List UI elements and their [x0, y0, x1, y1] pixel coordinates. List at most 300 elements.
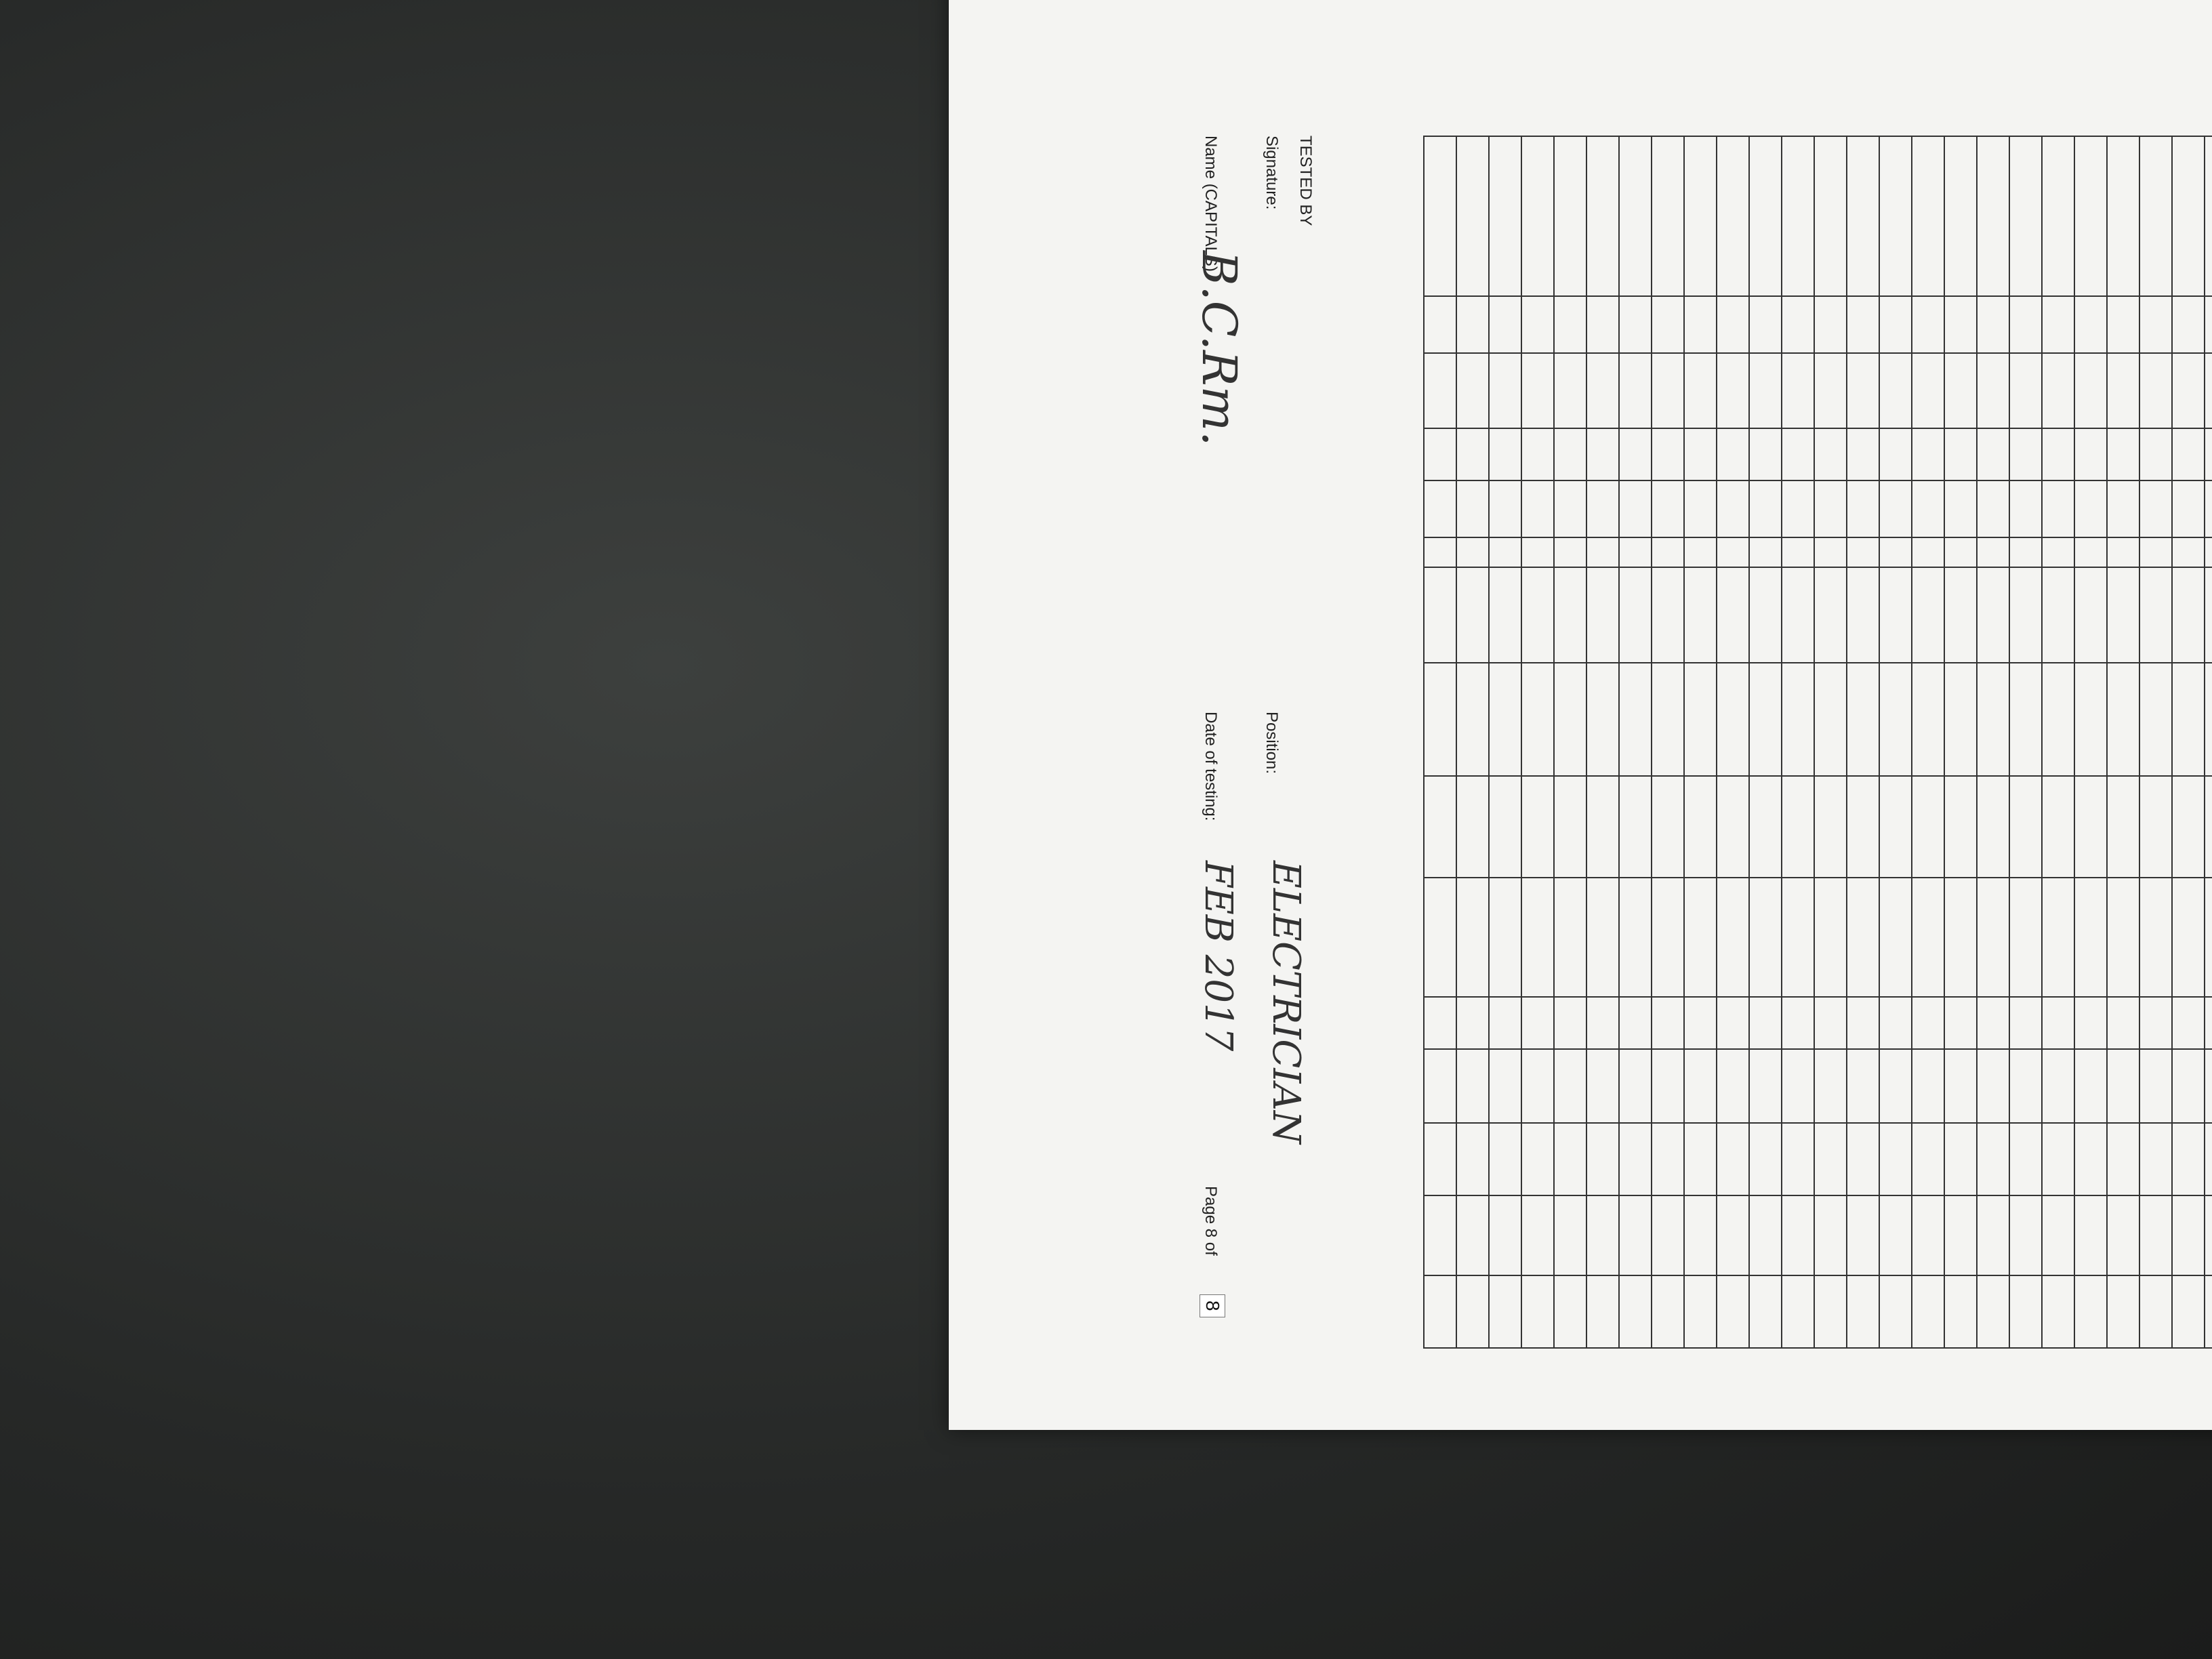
table-cell: [1586, 567, 1619, 662]
table-cell: [2205, 878, 2212, 998]
table-cell: [1847, 1123, 1879, 1195]
table-cell: [2009, 537, 2042, 567]
table-cell: [2172, 1049, 2205, 1123]
table-cell: [1456, 776, 1489, 878]
table-cell: [1912, 878, 1944, 998]
table-cell: [2139, 663, 2172, 776]
table-cell: [1586, 296, 1619, 353]
table-cell: [2009, 1195, 2042, 1275]
table-cell: [1521, 353, 1554, 428]
table-cell: [1977, 296, 2009, 353]
table-cell: [2172, 776, 2205, 878]
table-cell: [1424, 1195, 1456, 1275]
table-cell: [1652, 537, 1684, 567]
table-cell: [1944, 776, 1977, 878]
table-cell: [1782, 878, 1814, 998]
empty-table-row: [2107, 136, 2139, 1348]
table-cell: [1782, 480, 1814, 537]
table-cell: [2172, 428, 2205, 481]
table-cell: [1554, 878, 1586, 998]
table-cell: [1782, 997, 1814, 1049]
table-cell: [2172, 1275, 2205, 1348]
table-cell: [1619, 878, 1652, 998]
table-cell: [2172, 1123, 2205, 1195]
table-cell: [1717, 878, 1749, 998]
table-cell: [1847, 878, 1879, 998]
table-cell: [1879, 776, 1912, 878]
table-cell: [1814, 136, 1847, 296]
table-cell: [1684, 1123, 1717, 1195]
table-cell: [2172, 296, 2205, 353]
table-cell: [1749, 296, 1782, 353]
table-cell: [1847, 537, 1879, 567]
table-cell: [1749, 1123, 1782, 1195]
table-cell: [1879, 878, 1912, 998]
table-cell: [1554, 1195, 1586, 1275]
table-cell: [1456, 428, 1489, 481]
table-cell: [1879, 997, 1912, 1049]
table-cell: [2009, 353, 2042, 428]
table-cell: [1977, 663, 2009, 776]
table-cell: [1554, 567, 1586, 662]
table-cell: [2139, 296, 2172, 353]
table-cell: [2074, 1195, 2107, 1275]
table-cell: [1684, 776, 1717, 878]
table-cell: [1847, 1275, 1879, 1348]
table-cell: [1879, 296, 1912, 353]
table-cell: [1977, 353, 2009, 428]
table-cell: [2042, 663, 2074, 776]
table-cell: [1586, 1123, 1619, 1195]
table-cell: [1456, 1195, 1489, 1275]
table-cell: [2107, 480, 2139, 537]
table-cell: [1879, 1123, 1912, 1195]
table-cell: [1749, 480, 1782, 537]
table-cell: [2042, 1123, 2074, 1195]
table-cell: [1684, 480, 1717, 537]
table-cell: [1684, 136, 1717, 296]
table-cell: [1554, 537, 1586, 567]
table-cell: [1814, 353, 1847, 428]
empty-table-row: [1456, 136, 1489, 1348]
empty-table-row: [1879, 136, 1912, 1348]
table-cell: [1489, 1195, 1521, 1275]
table-cell: [2139, 537, 2172, 567]
table-cell: [1879, 353, 1912, 428]
table-cell: [1424, 878, 1456, 998]
table-cell: [1554, 428, 1586, 481]
table-cell: [2205, 537, 2212, 567]
table-cell: [2139, 776, 2172, 878]
empty-table-row: [1684, 136, 1717, 1348]
table-cell: [1489, 878, 1521, 998]
table-cell: [2172, 567, 2205, 662]
table-cell: [1782, 776, 1814, 878]
table-cell: [1977, 480, 2009, 537]
table-cell: [1521, 663, 1554, 776]
table-cell: [1879, 136, 1912, 296]
table-cell: [1782, 353, 1814, 428]
table-cell: [1717, 567, 1749, 662]
table-cell: [2172, 353, 2205, 428]
table-cell: [2107, 296, 2139, 353]
table-cell: [1944, 878, 1977, 998]
table-cell: [1489, 567, 1521, 662]
table-cell: [1912, 1275, 1944, 1348]
table-cell: [1619, 296, 1652, 353]
table-cell: [1814, 567, 1847, 662]
table-cell: [1684, 997, 1717, 1049]
table-cell: [1977, 537, 2009, 567]
table-cell: [1619, 136, 1652, 296]
position-label: Position:: [1263, 712, 1281, 775]
table-cell: [1652, 428, 1684, 481]
table-cell: [2107, 878, 2139, 998]
table-cell: [2009, 663, 2042, 776]
table-cell: [2172, 537, 2205, 567]
table-cell: [1456, 878, 1489, 998]
table-cell: [2009, 1049, 2042, 1123]
table-cell: [1554, 136, 1586, 296]
table-cell: [2074, 1049, 2107, 1123]
page-label: Page 8 of: [1202, 1186, 1220, 1256]
table-cell: [1489, 537, 1521, 567]
table-cell: [2042, 1275, 2074, 1348]
table-cell: [1424, 353, 1456, 428]
table-cell: [1652, 1195, 1684, 1275]
table-cell: [1424, 537, 1456, 567]
table-cell: [2009, 296, 2042, 353]
table-cell: [2074, 428, 2107, 481]
table-cell: [2172, 480, 2205, 537]
table-cell: [2107, 663, 2139, 776]
table-cell: [2139, 480, 2172, 537]
table-cell: [1684, 567, 1717, 662]
table-cell: [2139, 567, 2172, 662]
table-cell: [1619, 1195, 1652, 1275]
table-cell: [1879, 1275, 1912, 1348]
test-results-table: [1423, 136, 2212, 1349]
table-cell: [1717, 997, 1749, 1049]
table-cell: [1424, 1275, 1456, 1348]
signature-label: Signature:: [1263, 136, 1281, 210]
table-cell: [2172, 997, 2205, 1049]
table-cell: [1847, 1195, 1879, 1275]
table-cell: [1749, 776, 1782, 878]
empty-table-row: [2139, 136, 2172, 1348]
tested-by-label: TESTED BY: [1296, 136, 1315, 226]
table-cell: [2107, 1049, 2139, 1123]
table-cell: [1944, 296, 1977, 353]
table-cell: [1586, 1275, 1619, 1348]
table-cell: [1456, 480, 1489, 537]
table-cell: [1619, 480, 1652, 537]
table-cell: [1782, 296, 1814, 353]
table-cell: [1847, 353, 1879, 428]
table-cell: [1912, 1123, 1944, 1195]
table-cell: [1619, 663, 1652, 776]
empty-table-row: [1977, 136, 2009, 1348]
table-cell: [1619, 428, 1652, 481]
empty-table-row: [1424, 136, 1456, 1348]
table-cell: [2172, 663, 2205, 776]
empty-table-row: [2009, 136, 2042, 1348]
table-cell: [1749, 428, 1782, 481]
table-cell: [1814, 776, 1847, 878]
empty-table-row: [1489, 136, 1521, 1348]
empty-table-row: [2042, 136, 2074, 1348]
table-cell: [1847, 136, 1879, 296]
table-cell: [1619, 1049, 1652, 1123]
table-cell: [1847, 428, 1879, 481]
table-cell: [2172, 1195, 2205, 1275]
table-cell: [1814, 1123, 1847, 1195]
table-cell: [2205, 1275, 2212, 1348]
table-cell: [2107, 567, 2139, 662]
table-cell: [1814, 1275, 1847, 1348]
empty-table-row: [1782, 136, 1814, 1348]
table-cell: [1717, 296, 1749, 353]
table-cell: [1717, 1049, 1749, 1123]
table-cell: [1782, 537, 1814, 567]
table-cell: [1977, 567, 2009, 662]
table-cell: [1586, 537, 1619, 567]
table-cell: [1619, 997, 1652, 1049]
table-cell: [1521, 997, 1554, 1049]
table-cell: [1717, 663, 1749, 776]
table-cell: [1944, 136, 1977, 296]
table-cell: [1456, 353, 1489, 428]
table-cell: [1684, 428, 1717, 481]
table-cell: [2009, 1275, 2042, 1348]
table-cell: [1456, 296, 1489, 353]
table-cell: [1912, 480, 1944, 537]
table-cell: [1912, 776, 1944, 878]
table-cell: [1749, 353, 1782, 428]
empty-table-row: [1652, 136, 1684, 1348]
table-cell: [1586, 353, 1619, 428]
table-cell: [1749, 1275, 1782, 1348]
name-label: Name (CAPITALS): [1202, 136, 1220, 272]
table-cell: [1489, 997, 1521, 1049]
empty-table-row: [1586, 136, 1619, 1348]
table-cell: [2205, 663, 2212, 776]
table-cell: [1456, 1049, 1489, 1123]
table-cell: [1684, 1275, 1717, 1348]
empty-table-row: [1944, 136, 1977, 1348]
table-cell: [1879, 537, 1912, 567]
table-cell: [2042, 1049, 2074, 1123]
table-cell: [1456, 663, 1489, 776]
table-cell: [2172, 136, 2205, 296]
table-cell: [2205, 480, 2212, 537]
table-row: [2205, 136, 2212, 1348]
table-cell: [1554, 480, 1586, 537]
table-cell: [1652, 480, 1684, 537]
table-cell: [1586, 136, 1619, 296]
table-cell: [2107, 1275, 2139, 1348]
table-cell: [1977, 776, 2009, 878]
table-cell: [1944, 1275, 1977, 1348]
table-cell: [1944, 480, 1977, 537]
table-cell: [1944, 537, 1977, 567]
table-cell: [1652, 353, 1684, 428]
table-cell: [2205, 997, 2212, 1049]
table-cell: [1879, 663, 1912, 776]
table-cell: [1521, 296, 1554, 353]
table-cell: [1944, 1049, 1977, 1123]
table-cell: [1554, 353, 1586, 428]
table-cell: [1847, 567, 1879, 662]
table-cell: [2139, 428, 2172, 481]
page-total: 8: [1200, 1294, 1225, 1317]
table-cell: [1782, 567, 1814, 662]
table-cell: [1782, 1195, 1814, 1275]
table-cell: [1684, 353, 1717, 428]
empty-table-row: [1912, 136, 1944, 1348]
empty-table-row: [1521, 136, 1554, 1348]
table-cell: [1456, 567, 1489, 662]
table-cell: [2139, 1123, 2172, 1195]
table-cell: [1749, 1195, 1782, 1275]
table-cell: [2074, 136, 2107, 296]
table-cell: [1489, 136, 1521, 296]
table-cell: [2074, 1275, 2107, 1348]
table-cell: [1912, 1049, 1944, 1123]
table-cell: [1489, 353, 1521, 428]
table-cell: [2107, 353, 2139, 428]
table-cell: [1944, 428, 1977, 481]
table-cell: [1912, 296, 1944, 353]
table-cell: [1912, 997, 1944, 1049]
table-cell: [2107, 997, 2139, 1049]
table-cell: [1684, 878, 1717, 998]
table-cell: [1489, 663, 1521, 776]
table-cell: [2205, 567, 2212, 662]
table-cell: [1782, 1049, 1814, 1123]
table-cell: [1782, 1275, 1814, 1348]
table-cell: [2205, 136, 2212, 296]
table-cell: [1424, 776, 1456, 878]
position-handwritten: ELECTRICIAN: [1264, 861, 1308, 1144]
table-cell: [1879, 480, 1912, 537]
table-cell: [2139, 1275, 2172, 1348]
table-cell: [1977, 1049, 2009, 1123]
table-cell: [1521, 1123, 1554, 1195]
empty-table-row: [1554, 136, 1586, 1348]
table-cell: [2009, 1123, 2042, 1195]
empty-table-row: [1814, 136, 1847, 1348]
table-cell: [2074, 296, 2107, 353]
table-cell: [2139, 136, 2172, 296]
table-cell: [2009, 776, 2042, 878]
table-cell: [2205, 353, 2212, 428]
table-cell: [1652, 1049, 1684, 1123]
table-cell: [1456, 1123, 1489, 1195]
table-cell: [1424, 1123, 1456, 1195]
table-cell: [1424, 428, 1456, 481]
table-cell: [2042, 353, 2074, 428]
table-cell: [1424, 997, 1456, 1049]
table-cell: [1912, 537, 1944, 567]
table-cell: [1424, 136, 1456, 296]
table-cell: [1424, 1049, 1456, 1123]
empty-table-row: [1619, 136, 1652, 1348]
table-cell: [1977, 1123, 2009, 1195]
table-cell: [1554, 997, 1586, 1049]
table-cell: [1879, 428, 1912, 481]
table-cell: [1489, 296, 1521, 353]
table-cell: [2074, 878, 2107, 998]
table-cell: [2205, 1049, 2212, 1123]
table-cell: [1912, 353, 1944, 428]
table-cell: [1586, 480, 1619, 537]
table-cell: [1424, 567, 1456, 662]
table-cell: [1521, 136, 1554, 296]
table-cell: [2009, 136, 2042, 296]
empty-table-row: [1717, 136, 1749, 1348]
table-cell: [1814, 296, 1847, 353]
table-cell: [1944, 1195, 1977, 1275]
table-cell: [2107, 136, 2139, 296]
table-cell: [2074, 663, 2107, 776]
table-cell: [1652, 296, 1684, 353]
table-cell: [2074, 1123, 2107, 1195]
date-handwritten: FEB 2017: [1196, 861, 1240, 1052]
table-cell: [2139, 878, 2172, 998]
table-cell: [1586, 1195, 1619, 1275]
table-cell: [1554, 663, 1586, 776]
table-cell: [1619, 537, 1652, 567]
empty-table-row: [1749, 136, 1782, 1348]
table-cell: [1521, 537, 1554, 567]
table-cell: [2205, 1123, 2212, 1195]
table-cell: [1424, 296, 1456, 353]
table-cell: [2107, 1195, 2139, 1275]
empty-table-row: [1847, 136, 1879, 1348]
table-cell: [1814, 428, 1847, 481]
table-cell: [1717, 1195, 1749, 1275]
table-cell: [1684, 537, 1717, 567]
table-cell: [1814, 1195, 1847, 1275]
table-cell: [2107, 428, 2139, 481]
table-cell: [2042, 776, 2074, 878]
table-cell: [1586, 428, 1619, 481]
table-cell: [1749, 567, 1782, 662]
table-cell: [1554, 1123, 1586, 1195]
table-cell: [1717, 428, 1749, 481]
table-cell: [1847, 296, 1879, 353]
table-cell: [1424, 480, 1456, 537]
table-cell: [1814, 997, 1847, 1049]
table-cell: [1489, 776, 1521, 878]
table-cell: [1489, 1123, 1521, 1195]
table-cell: [1717, 480, 1749, 537]
table-cell: [2074, 480, 2107, 537]
table-cell: [1586, 776, 1619, 878]
table-cell: [1847, 480, 1879, 537]
table-cell: [1586, 1049, 1619, 1123]
table-cell: [1847, 1049, 1879, 1123]
table-cell: [2205, 296, 2212, 353]
table-cell: [1489, 428, 1521, 481]
table-cell: [2042, 1195, 2074, 1275]
name-handwritten: B.C.Rm.: [1191, 251, 1247, 447]
table-cell: [1879, 567, 1912, 662]
table-cell: [1782, 428, 1814, 481]
table-cell: [2009, 480, 2042, 537]
table-cell: [1586, 997, 1619, 1049]
